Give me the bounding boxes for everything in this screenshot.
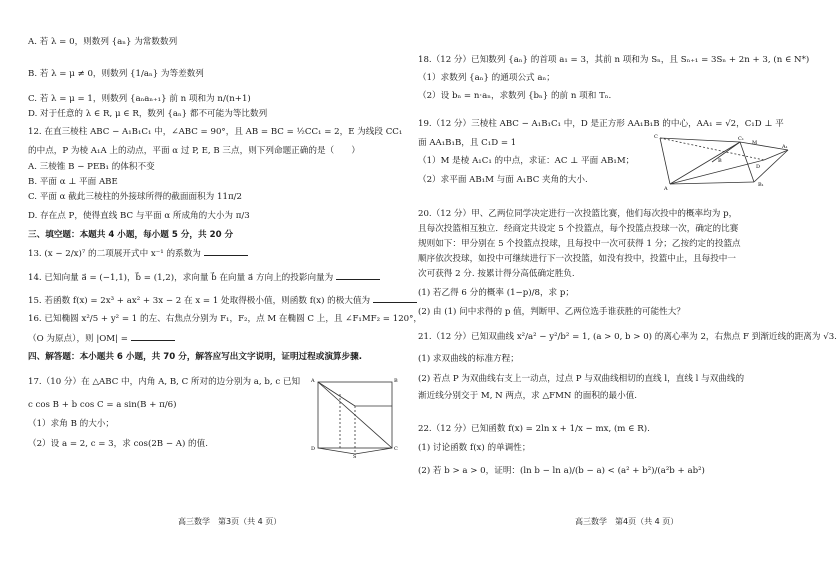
fig19-label-b1: B₁	[758, 182, 764, 188]
q21-stem: 21.（12 分）已知双曲线 x²/a² − y²/b² = 1, (a > 0, b > 0) 的离心率为 2，右焦点 F 到渐近线的距离为 √3.	[418, 332, 837, 342]
fig19-label-b: B	[718, 158, 722, 164]
q20-stem-line5: 次可获得 2 分. 按累计得分高低确定胜负.	[418, 269, 575, 279]
fig19-label-c: C	[654, 134, 658, 140]
q20-part1: (1) 若乙得 6 分的概率 (1−p)/8，求 p；	[418, 288, 574, 298]
q22-stem: 22.（12 分）已知函数 f(x) = 2ln x + 1/x − mx, (m ∈ R).	[418, 424, 650, 434]
q18-part2: （2）设 bₙ = n·aₙ，求数列 {bₙ} 的前 n 项和 Tₙ.	[418, 91, 612, 101]
q20-stem-line2: 且每次投篮相互独立．经商定共设定 5 个投篮点，每个投篮点投球一次，确定的比赛	[418, 224, 739, 234]
q12-stem-line2: 的中点，P 为棱 A₁A 上的动点，平面 α 过 P, E, B 三点，则下列命题正确的是（ ）	[28, 146, 360, 156]
q12-option-b: B. 平面 α ⊥ 平面 ABE	[28, 177, 118, 187]
section-4-heading: 四、解答题：本小题共 6 小题，共 70 分，解答应写出文字说明，证明过程或演算步骤.	[28, 352, 362, 362]
q15-blank	[373, 293, 417, 303]
q15-text: 15. 若函数 f(x) = 2x³ + ax² + 3x − 2 在 x = 1 处取得极小值，则函数 f(x) 的极大值为	[28, 296, 371, 306]
q13	[28, 246, 408, 260]
q22-part1: (1) 讨论函数 f(x) 的单调性；	[418, 443, 531, 453]
q18-stem: 18.（12 分）已知数列 {aₙ} 的首项 a₁ = 3，其前 n 项和为 Sₙ，且 Sₙ₊₁ = 3Sₙ + 2n + 3, (n ∈ N*)	[418, 55, 810, 65]
q16-blank	[131, 331, 175, 341]
q16-line2	[28, 331, 408, 345]
fig19-label-a: A	[664, 186, 668, 192]
fig17-label-c: C	[394, 446, 398, 452]
q18-part1: （1）求数列 {aₙ} 的通项公式 aₙ；	[418, 73, 555, 83]
fig17-label-b: B	[394, 378, 398, 384]
left-column	[28, 0, 423, 561]
q12-option-a: A. 三棱锥 B − PEB₁ 的体积不变	[28, 162, 155, 172]
q14	[28, 270, 408, 284]
page-footer-left: 高三数学 第3页（共 4 页）	[178, 517, 282, 526]
q15	[28, 293, 408, 307]
q20-stem-line3: 规则如下：甲分别在 5 个投篮点投球，且每投中一次可获得 1 分；乙按约定的投篮点	[418, 239, 741, 249]
prism-figure	[654, 132, 794, 190]
q19-stem-line1: 19.（12 分）三棱柱 ABC − A₁B₁C₁ 中，D 是正方形 AA₁B₁B 的中心，AA₁ = √2，C₁D ⊥ 平	[418, 119, 784, 129]
q16-text: （O 为原点），则 |OM| =	[28, 334, 128, 344]
q17-part1: （1）求角 B 的大小；	[28, 419, 114, 429]
q19-part2: （2）求平面 AB₁M 与面 A₁BC 夹角的大小.	[418, 175, 588, 185]
q22-part2: (2) 若 b > a > 0，证明：(ln b − ln a)/(b − a) < (a² + b²)/(a²b + ab²)	[418, 466, 705, 476]
q12-option-d: D. 存在点 P，使得直线 BC 与平面 α 所成角的大小为 π/3	[28, 211, 250, 221]
fig19-label-d: D	[756, 164, 761, 170]
q12-option-c: C. 平面 α 截此三棱柱的外接球所得的截面面积为 11π/2	[28, 192, 242, 202]
q20-part2: (2) 由 (1) 问中求得的 p 值，判断甲、乙两位选手谁获胜的可能性大？	[418, 307, 685, 317]
q11-option-d: D. 对于任意的 λ ∈ R, μ ∈ R，数列 {aₙ} 都不可能为等比数列	[28, 109, 268, 119]
pyramid-figure	[310, 376, 400, 458]
fig17-label-a: A	[311, 378, 315, 384]
section-3-heading: 三、填空题：本题共 4 小题，每小题 5 分，共 20 分	[28, 230, 234, 240]
q20-stem-line4: 顺序依次投球，如投中可继续进行下一次投篮，如没有投中，投篮中止，且每投中一	[418, 254, 736, 264]
page-footer-right: 高三数学 第4页（共 4 页）	[575, 517, 679, 526]
q21-part2-line2: 渐近线分别交于 M, N 两点，求 △FMN 的面积的最小值.	[418, 391, 638, 401]
q20-stem-line1: 20.（12 分）甲、乙两位同学决定进行一次投篮比赛，他们每次投中的概率均为 p，	[418, 209, 738, 219]
q21-part1: (1) 求双曲线的标准方程；	[418, 354, 519, 364]
q12-stem-line1: 12. 在直三棱柱 ABC − A₁B₁C₁ 中，∠ABC = 90°，且 AB = BC = ½CC₁ = 2，E 为线段 CC₁	[28, 127, 403, 137]
right-column	[418, 0, 837, 561]
q17-stem: 17.（10 分）在 △ABC 中，内角 A, B, C 所对的边分别为 a, b, c 已知	[28, 377, 301, 387]
fig19-label-m: M	[752, 140, 758, 146]
q19-part1: （1）M 是棱 A₁C₁ 的中点，求证：AC ⊥ 平面 AB₁M；	[418, 156, 635, 166]
q17-equation: c cos B + b cos C = a sin(B + π/6)	[28, 400, 177, 410]
q11-option-b: B. 若 λ = μ ≠ 0，则数列 {1/aₙ} 为等差数列	[28, 69, 204, 79]
fig19-label-c1: C₁	[738, 136, 744, 142]
fig17-label-d: D	[311, 446, 316, 452]
q14-blank	[336, 270, 380, 280]
q11-option-a: A. 若 λ = 0，则数列 {aₙ} 为常数数列	[28, 37, 178, 47]
q21-part2-line1: (2) 若点 P 为双曲线右支上一动点，过点 P 与双曲线相切的直线 l，直线 l 与双曲线的	[418, 374, 745, 384]
q17-part2: （2）设 a = 2, c = 3，求 cos(2B − A) 的值.	[28, 439, 208, 449]
fig17-label-s: S	[353, 454, 357, 460]
q13-blank	[204, 246, 248, 256]
q19-stem-line2: 面 AA₁B₁B，且 C₁D = 1	[418, 138, 517, 148]
q14-text: 14. 已知向量 a⃗ = (−1,1)，b⃗ = (1,2)，求向量 b⃗ 在向量 a⃗ 方向上的投影向量为	[28, 273, 334, 283]
q11-option-c: C. 若 λ = μ = 1，则数列 {aₙaₙ₊₁} 前 n 项和为 n/(n+1)	[28, 94, 251, 104]
q13-text: 13. (x − 2/x)⁷ 的二项展开式中 x⁻¹ 的系数为	[28, 249, 201, 259]
q16-line1: 16. 已知椭圆 x²/5 + y² = 1 的左、右焦点分别为 F₁，F₂，点 M 在椭圆 C 上，且 ∠F₁MF₂ = 120°，	[28, 314, 423, 324]
fig19-label-a1: A₁	[782, 144, 788, 150]
